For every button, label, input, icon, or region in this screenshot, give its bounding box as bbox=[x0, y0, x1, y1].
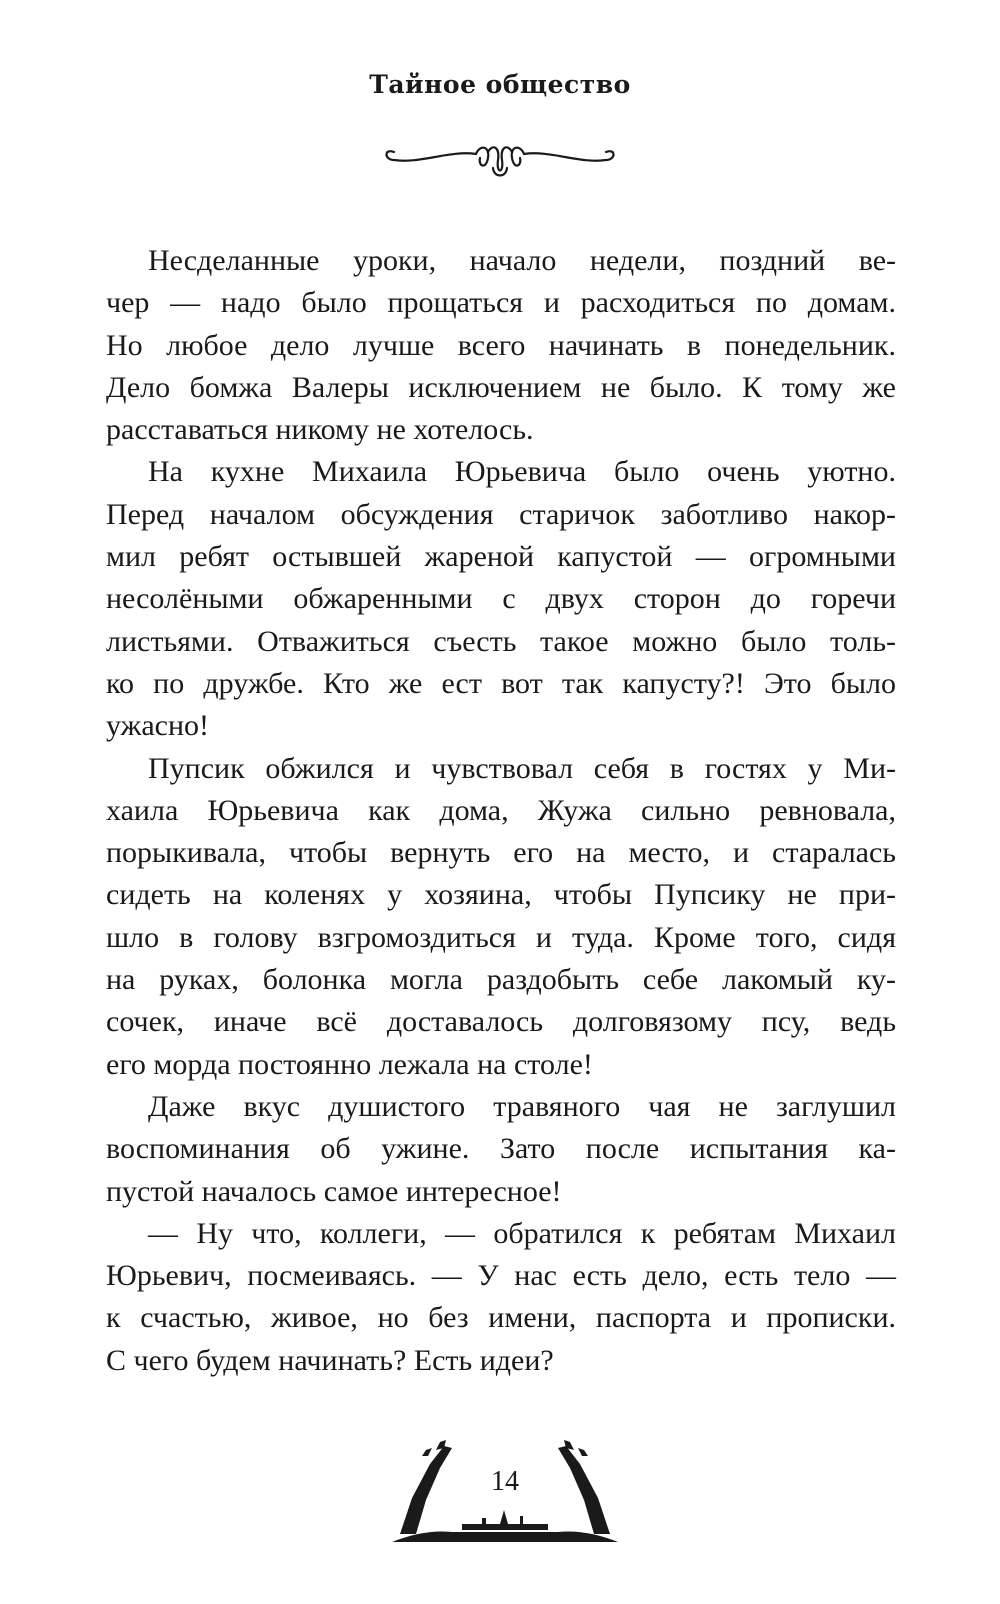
text-line: воспоминания об ужине. Зато после испытания ка- bbox=[106, 1132, 896, 1166]
text-line: к счастью, живое, но без имени, паспорта и прописки. bbox=[106, 1301, 896, 1335]
text-line: Юрьевич, посмеиваясь. — У нас есть дело, есть тело — bbox=[106, 1259, 896, 1293]
text-line: чер — надо было прощаться и расходиться по домам. bbox=[106, 286, 896, 320]
text-line: хаила Юрьевича как дома, Жужа сильно ревновала, bbox=[106, 793, 896, 827]
text-line: мил ребят остывшей жареной капустой — огромными bbox=[106, 540, 896, 574]
text-line: на руках, болонка могла раздобыть себе лакомый ку- bbox=[106, 963, 896, 997]
text-line: шло в голову взгромоздиться и туда. Кроме того, сидя bbox=[106, 920, 896, 954]
text-line: ужасно! bbox=[106, 709, 210, 743]
body-text bbox=[106, 240, 896, 1382]
text-line: — Ну что, коллеги, — обратился к ребятам Михаил bbox=[148, 1216, 896, 1250]
flourish-ornament-icon bbox=[380, 130, 620, 186]
page-footer bbox=[392, 1438, 618, 1546]
text-line: расставаться никому не хотелось. bbox=[106, 413, 534, 447]
text-line: ко по дружбе. Кто же ест вот так капусту?! Это было bbox=[106, 666, 896, 700]
text-line: Но любое дело лучше всего начинать в понедельник. bbox=[106, 328, 896, 362]
text-line: Несделанные уроки, начало недели, поздний ве- bbox=[148, 244, 896, 277]
text-line: Даже вкус душистого травяного чая не заглушил bbox=[148, 1089, 896, 1123]
text-line: его морда постоянно лежала на столе! bbox=[106, 1047, 593, 1081]
text-line: несолёными обжаренными с двух сторон до горечи bbox=[106, 582, 896, 616]
text-line: порыкивала, чтобы вернуть его на место, и старалась bbox=[106, 836, 896, 870]
page-number: 14 bbox=[491, 1466, 519, 1497]
text-line: Перед началом обсуждения старичок заботливо накор- bbox=[106, 497, 896, 531]
text-line: сидеть на коленях у хозяина, чтобы Пупсику не при- bbox=[106, 878, 896, 912]
text-line: Дело бомжа Валеры исключением не было. К тому же bbox=[106, 370, 896, 404]
chapter-title: Тайное общество bbox=[369, 70, 631, 99]
text-line: Пупсик обжился и чувствовал себя в гостях у Ми- bbox=[148, 751, 896, 785]
text-line: На кухне Михаила Юрьевича было очень уютно. bbox=[148, 455, 896, 489]
text-line: С чего будем начинать? Есть идеи? bbox=[106, 1343, 554, 1377]
text-line: листьями. Отважиться съесть такое можно было толь- bbox=[106, 624, 896, 658]
text-line: сочек, иначе всё доставалось долговязому псу, ведь bbox=[106, 1005, 896, 1039]
text-line: пустой началось самое интересное! bbox=[106, 1174, 562, 1208]
